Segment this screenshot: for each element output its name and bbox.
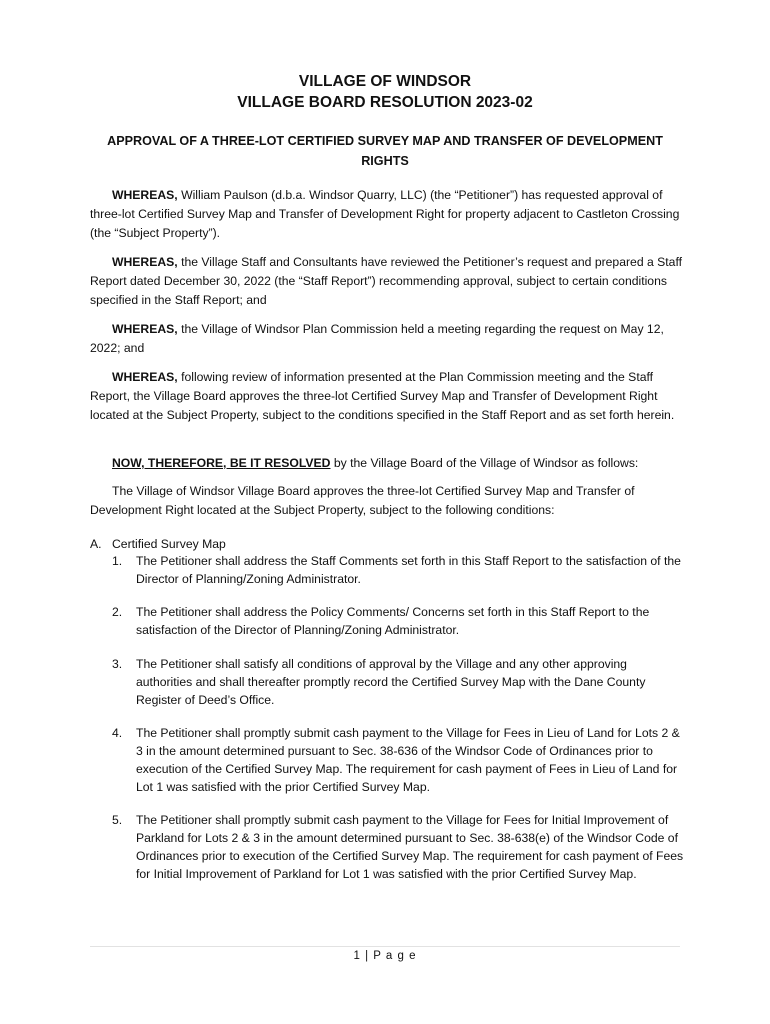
condition-text: The Petitioner shall satisfy all conditions of approval by the Village and any other approving authorities and shall thereafter promptly record the Certified Survey Map with the Dane County Register of Deed’s Office. xyxy=(136,657,646,707)
footer-divider xyxy=(90,946,680,947)
resolution-number: VILLAGE BOARD RESOLUTION 2023-02 xyxy=(237,94,533,111)
condition-item xyxy=(112,552,686,588)
recital-paragraph xyxy=(90,253,690,310)
condition-number: 1. xyxy=(112,554,123,568)
page-number: 1 | P a g e xyxy=(353,950,417,962)
recital-text: following review of information presented at the Plan Commission meeting and the Staff Report, the Village Board approves the three-lot Certified Survey Map and Transfer of Development Right located at the Subject Property, subject to the conditions specified in the Staff Report and as set forth herein. xyxy=(90,370,675,422)
resolved-paragraph xyxy=(90,454,690,473)
recital-lead: WHEREAS, xyxy=(112,370,178,384)
recital-text: the Village Staff and Consultants have reviewed the Petitioner’s request and prepared a Staff Report dated December 30, 2022 (the “Staff Report”) recommending approval, subject to certain conditions specified in the Staff Report; and xyxy=(90,255,682,307)
recital-lead: WHEREAS, xyxy=(112,188,178,202)
recital-lead: WHEREAS, xyxy=(112,322,178,336)
condition-text: The Petitioner shall promptly submit cash payment to the Village for Fees in Lieu of Land for Lots 2 & 3 in the amount determined pursuant to Sec. 38-636 of the Windsor Code of Ordinances prior to execution of the Certified Survey Map. The requirement for cash payment of Fees in Lieu of Land for Lot 1 was satisfied with the prior Certified Survey Map. xyxy=(136,726,680,794)
recital-text: William Paulson (d.b.a. Windsor Quarry, LLC) (the “Petitioner”) has requested approval of three-lot Certified Survey Map and Transfer of Development Right for property adjacent to Castleton Crossing (the “Subject Property”). xyxy=(90,188,680,240)
condition-number: 2. xyxy=(112,605,123,619)
section-label: A. xyxy=(90,537,102,551)
condition-item xyxy=(112,655,686,709)
resolution-subject: APPROVAL OF A THREE-LOT CERTIFIED SURVEY MAP AND TRANSFER OF DEVELOPMENT RIGHTS xyxy=(107,134,663,168)
condition-text: The Petitioner shall promptly submit cash payment to the Village for Fees for Initial Improvement of Parkland for Lots 2 & 3 in the amount determined pursuant to Sec. 38-638(e) of the Windsor Code of Ordinances prior to execution of the Certified Survey Map. The requirement for cash payment of Fees for Initial Improvement of Parkland for Lot 1 was satisfied with the prior Certified Survey Map. xyxy=(136,813,684,881)
approval-paragraph xyxy=(90,482,690,520)
recital-paragraph xyxy=(90,368,690,425)
section-heading xyxy=(90,535,226,553)
section-title: Certified Survey Map xyxy=(112,537,226,551)
condition-number: 3. xyxy=(112,657,123,671)
recital-lead: WHEREAS, xyxy=(112,255,178,269)
condition-item xyxy=(112,811,686,883)
resolved-text: by the Village Board of the Village of Windsor as follows: xyxy=(330,456,639,470)
condition-number: 4. xyxy=(112,726,123,740)
condition-text: The Petitioner shall address the Staff Comments set forth in this Staff Report to the satisfaction of the Director of Planning/Zoning Administrator. xyxy=(136,554,681,586)
condition-text: The Petitioner shall address the Policy Comments/ Concerns set forth in this Staff Report to the satisfaction of the Director of Planning/Zoning Administrator. xyxy=(136,605,650,637)
resolved-lead: NOW, THEREFORE, BE IT RESOLVED xyxy=(112,456,331,470)
recital-paragraph xyxy=(90,320,690,358)
approval-text: The Village of Windsor Village Board approves the three-lot Certified Survey Map and Transfer of Development Right located at the Subject Property, subject to the following conditions: xyxy=(90,484,635,517)
document-title: VILLAGE OF WINDSOR xyxy=(298,73,472,90)
recital-paragraph xyxy=(90,186,690,243)
condition-item xyxy=(112,603,686,639)
condition-number: 5. xyxy=(112,813,123,827)
condition-item xyxy=(112,724,686,796)
recital-text: the Village of Windsor Plan Commission held a meeting regarding the request on May 12, 2022; and xyxy=(90,322,664,355)
